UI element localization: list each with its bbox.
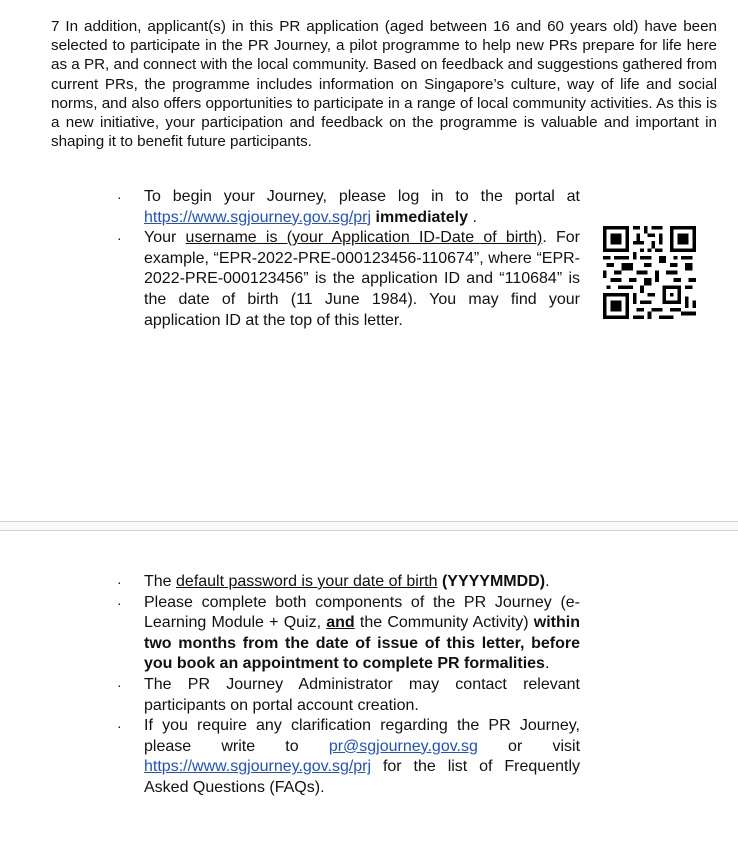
bullet-username [117,228,580,331]
bullet-text: the Community Activity) [354,614,534,632]
bullet-text: To begin your Journey, please log in to the portal at [144,188,580,205]
bullet-text: . [468,208,477,226]
bullet-text: If you require any clarification regarding the PR Journey, please write to [144,717,580,755]
email-link[interactable]: pr@sgjourney.gov.sg [328,737,478,755]
page-break [0,521,738,531]
portal-link[interactable]: https://www.sgjourney.gov.sg/prj [144,208,372,226]
bullet-complete-components [117,593,580,675]
bullet-administrator [117,675,580,716]
bullet-marker: · [117,676,122,693]
paragraph-7: 7 In addition, applicant(s) in this PR application (aged between 16 and 60 years old) have been selected to participate in the PR Journey, a pilot programme to help new PRs prepare for life here as a PR, and connect with the local community. Based on feedback and suggestions gathered from current PRs, the programme includes information on Singapore’s culture, way of life and social norms, and also offers opportunities to participate in a range of local community activities. As this is a new initiative, your participation and feedback on the programme is valuable and important in shaping it to benefit future participants. [51,18,717,151]
faq-link[interactable]: https://www.sgjourney.gov.sg/prj [144,758,372,776]
bullet-text: for the list of Frequently Asked Questions (FAQs). [144,758,580,796]
password-underlined: default password is your date of birth [176,573,438,590]
bullet-text: Please complete both components of the PR Journey (e-Learning Module + Quiz, [144,593,580,632]
bullet-clarification [117,716,580,798]
deadline-text: within two months from the date of issue of this letter, before you book an appointment to complete PR formalities [144,614,580,673]
bullet-password [117,572,580,593]
bullet-list-top [117,187,580,331]
bullet-marker: · [117,718,122,735]
bullet-list-bottom [117,572,580,799]
bullet-text: The [144,573,177,590]
bullet-text: . For example, “EPR-2022-PRE-000123456-110674”, where “EPR-2022-PRE-000123456” is the application ID and “110684” is the date of birth (11 June 1984). You may find your application ID at the top of this letter. [144,229,580,329]
bullet-text: . [544,655,550,673]
bullet-text: or visit [477,737,581,755]
qr-code-icon [603,226,696,319]
bullet-marker: · [117,594,122,611]
bullet-marker: · [117,230,122,247]
password-format: (YYYYMMDD) [441,573,546,590]
bold-and: and [326,614,355,632]
bullet-text: . [545,573,550,590]
bullet-login [117,187,580,228]
username-underlined: username is (your Application ID-Date of birth) [185,229,543,247]
bullet-text: Your [144,229,186,247]
bullet-text: The PR Journey Administrator may contact relevant participants on portal account creation. [144,675,580,714]
bullet-marker: · [117,189,122,205]
bold-immediately: immediately [371,208,468,226]
bullet-marker: · [117,574,122,590]
